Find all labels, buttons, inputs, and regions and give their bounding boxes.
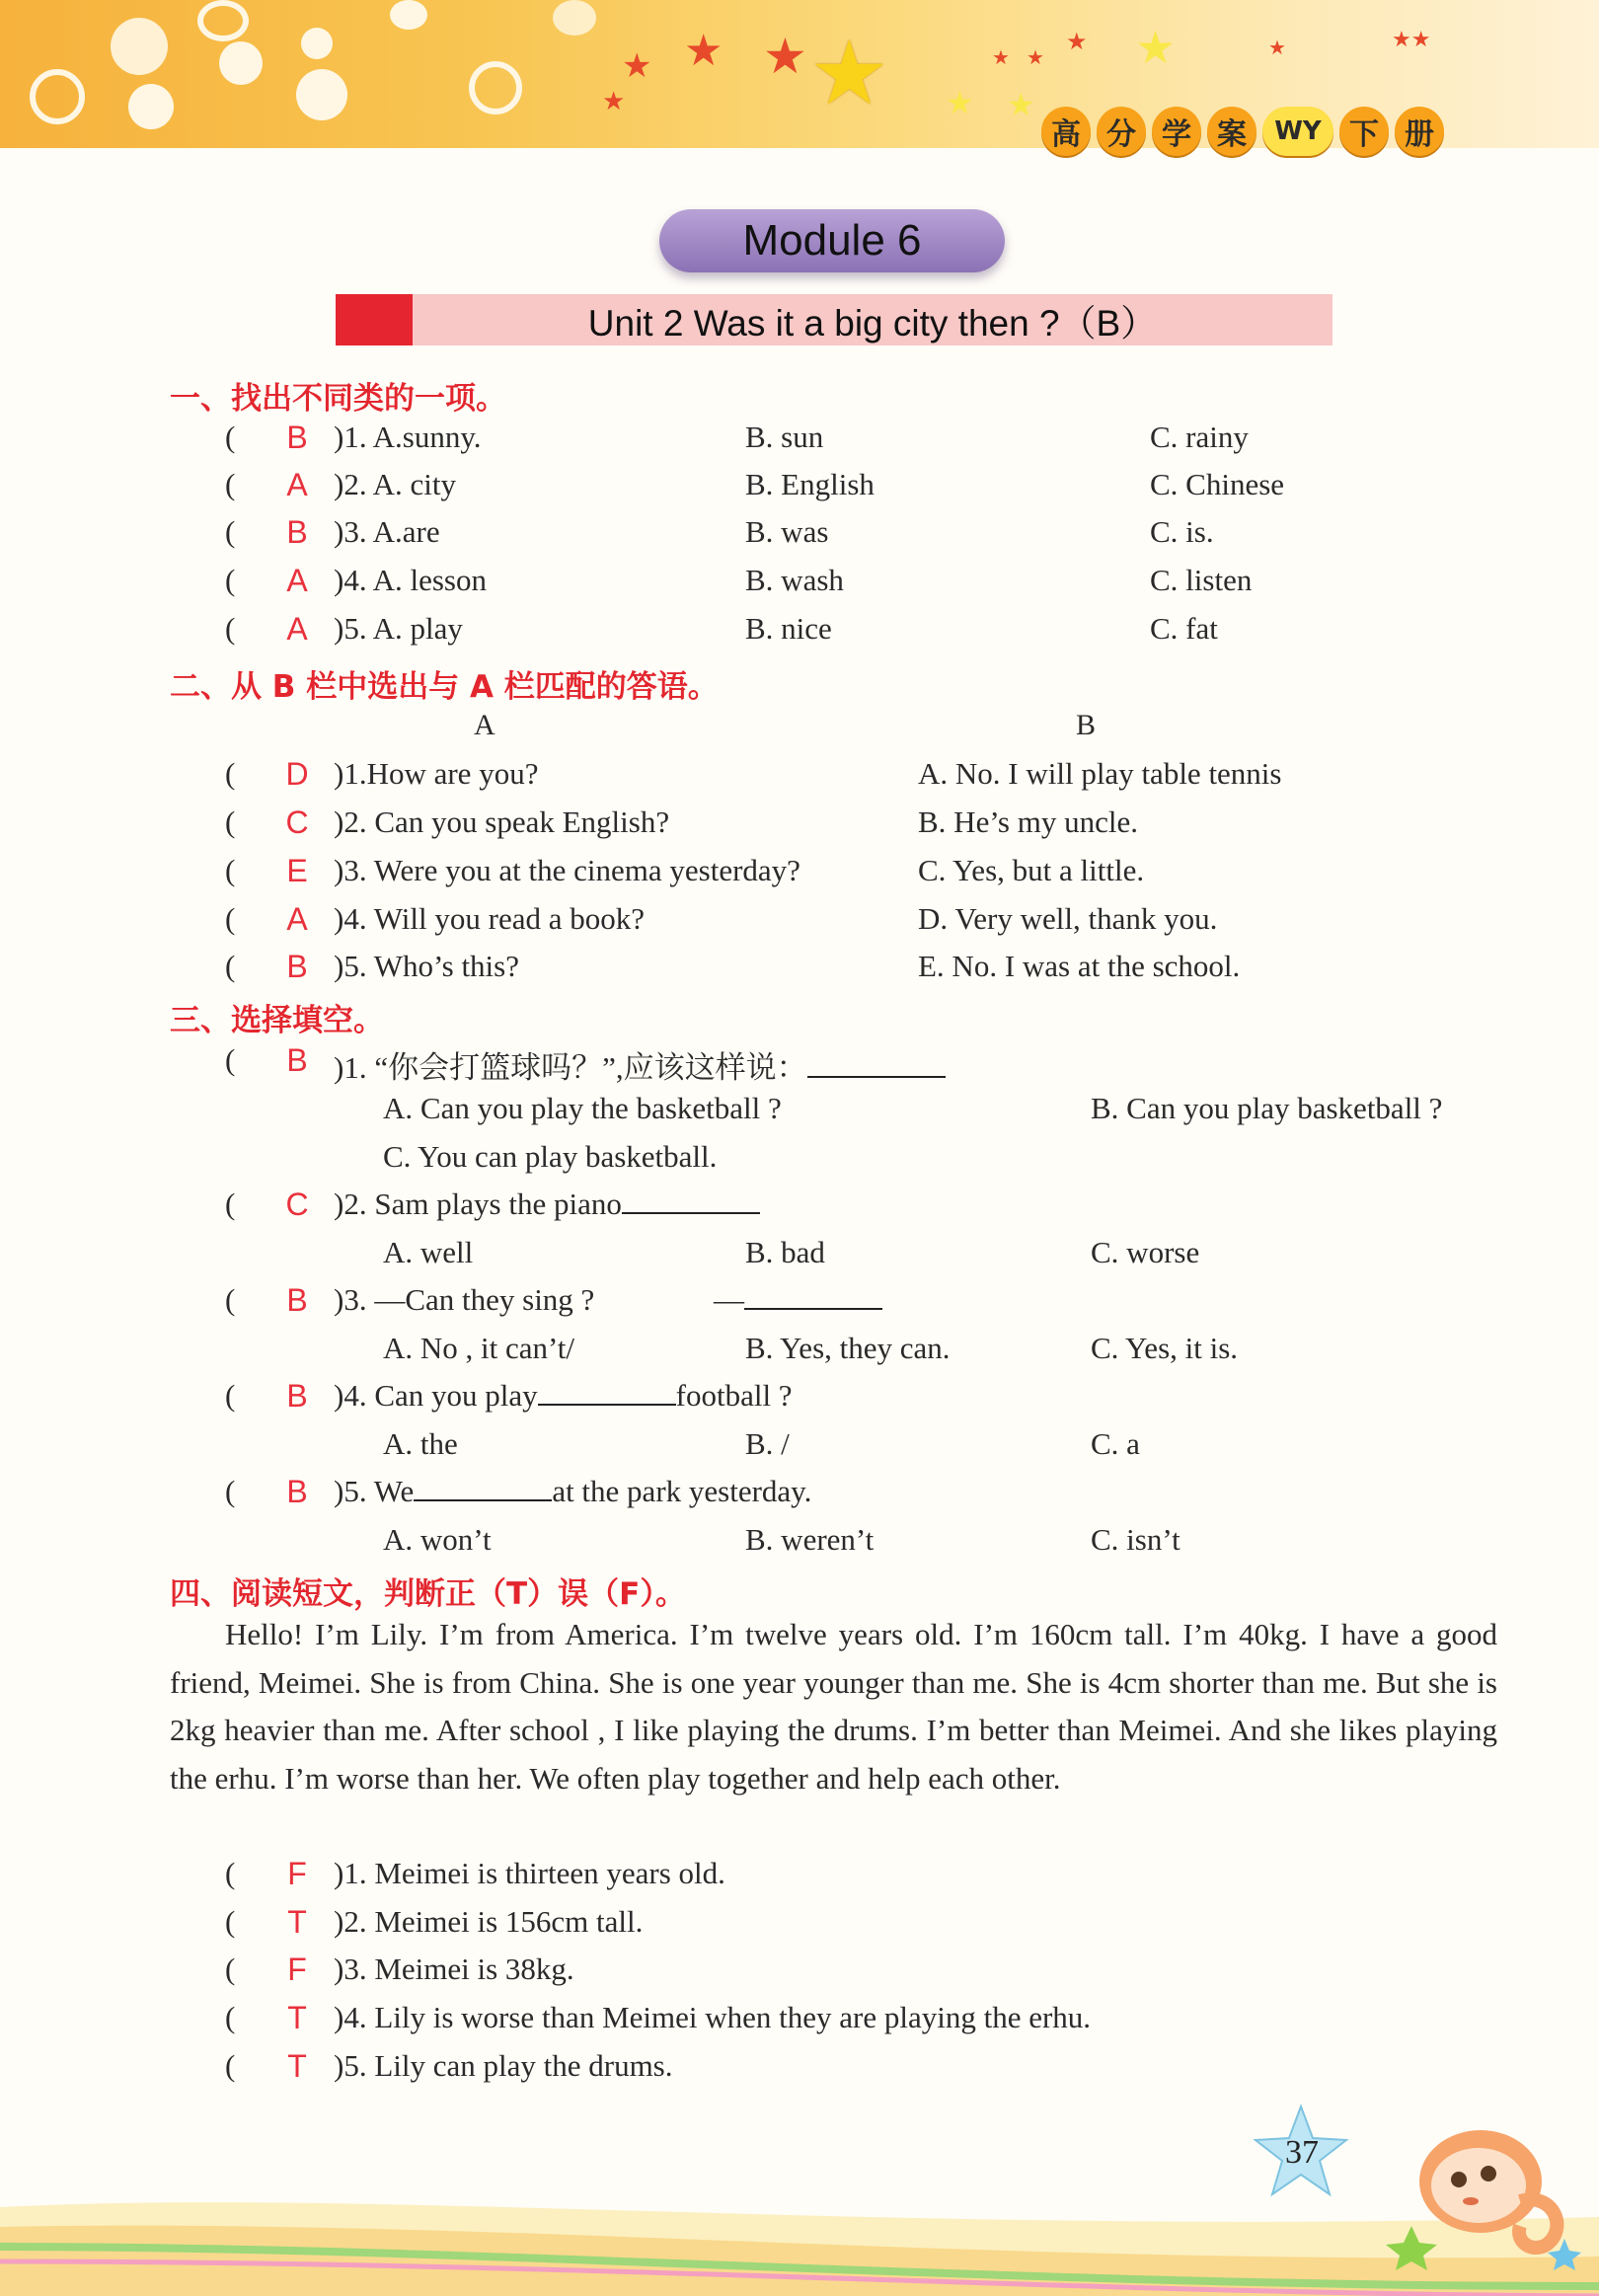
mascot-icon xyxy=(1372,2122,1589,2270)
option-c: C. You can play basketball. xyxy=(383,1139,718,1174)
ring-circle-decoration xyxy=(197,0,249,41)
answer-mark: B xyxy=(286,514,308,550)
response-option: C. Yes, but a little. xyxy=(918,853,1145,887)
option-b: B. sun xyxy=(745,420,824,454)
option-b: B. Can you play basketball ? xyxy=(1091,1091,1443,1125)
big-star-icon: ★ xyxy=(809,22,889,125)
option-b: B. English xyxy=(745,467,875,501)
footer-wave-decoration xyxy=(0,2148,1599,2296)
circle-decoration xyxy=(553,0,596,36)
star-icon: ★ xyxy=(1066,28,1088,55)
question-text: )2. A. city xyxy=(334,467,456,501)
answer-mark: C xyxy=(285,804,309,840)
left-paren: ( xyxy=(225,1042,236,1077)
answer-blank xyxy=(807,1050,946,1078)
statement-text: )5. Lily can play the drums. xyxy=(334,2048,673,2083)
question-tail: at the park yesterday. xyxy=(552,1474,812,1508)
answer-mark: B xyxy=(286,1042,308,1078)
left-paren: ( xyxy=(225,901,236,936)
option-c: C. isn’t xyxy=(1091,1522,1180,1557)
question-stem: )4. Can you play xyxy=(334,1378,538,1413)
circle-decoration xyxy=(296,69,347,120)
left-paren: ( xyxy=(225,2048,236,2083)
answer-mark: B xyxy=(286,1282,308,1318)
option-a: A. well xyxy=(383,1235,474,1269)
question-tail: football ? xyxy=(675,1378,793,1413)
statement-text: )3. Meimei is 38kg. xyxy=(334,1952,574,1986)
option-c: C. Chinese xyxy=(1150,467,1285,501)
question-text xyxy=(334,1186,760,1222)
circle-decoration xyxy=(111,18,168,75)
left-paren: ( xyxy=(225,1952,236,1986)
option-b: B. / xyxy=(745,1426,790,1461)
star-icon: ★ xyxy=(946,84,974,121)
answer-mark: A xyxy=(286,901,308,937)
left-paren: ( xyxy=(225,1282,236,1317)
answer-mark: B xyxy=(286,1378,308,1414)
answer-blank xyxy=(414,1474,552,1501)
option-a: A. won’t xyxy=(383,1522,492,1557)
star-icon: ★ xyxy=(763,28,807,85)
question-text xyxy=(334,1042,946,1087)
option-c: C. Yes, it is. xyxy=(1091,1331,1239,1365)
question-text: )1. A.sunny. xyxy=(334,420,482,454)
answer-mark: B xyxy=(286,420,308,455)
left-paren: ( xyxy=(225,563,236,597)
option-a: A. the xyxy=(383,1426,458,1461)
option-b: B. nice xyxy=(745,611,832,646)
reading-passage xyxy=(170,1611,1497,1802)
ring-circle-decoration xyxy=(469,61,522,115)
left-paren: ( xyxy=(225,420,236,454)
response-option: A. No. I will play table tennis xyxy=(918,756,1282,791)
answer-mark: A xyxy=(286,563,308,598)
star-icon: ★★ xyxy=(1392,28,1431,52)
option-b: B. bad xyxy=(745,1235,825,1269)
question-text: )5. A. play xyxy=(334,611,463,646)
answer-mark: A xyxy=(286,467,308,502)
star-icon: ★ xyxy=(992,45,1010,69)
question-text xyxy=(334,1474,811,1509)
left-paren: ( xyxy=(225,1856,236,1890)
star-icon: ★ xyxy=(1007,86,1035,123)
question-text: )3. A.are xyxy=(334,514,440,549)
book-series-title xyxy=(1041,107,1444,156)
title-char: 高 xyxy=(1041,107,1091,156)
option-c: C. rainy xyxy=(1150,420,1249,454)
option-b: B. weren’t xyxy=(745,1522,875,1557)
left-paren: ( xyxy=(225,2000,236,2034)
left-paren: ( xyxy=(225,1186,236,1221)
option-c: C. a xyxy=(1091,1426,1140,1461)
option-c: C. listen xyxy=(1150,563,1253,597)
column-a-header: A xyxy=(474,709,495,741)
left-paren: ( xyxy=(225,1904,236,1939)
response-option: E. No. I was at the school. xyxy=(918,949,1241,983)
circle-decoration xyxy=(128,84,174,129)
answer-mark: D xyxy=(285,756,309,792)
module-title: Module 6 xyxy=(659,209,1005,272)
response-option: B. He’s my uncle. xyxy=(918,804,1138,839)
left-paren: ( xyxy=(225,756,236,791)
option-c: C. worse xyxy=(1091,1235,1200,1269)
answer-blank xyxy=(622,1186,760,1214)
response-option: D. Very well, thank you. xyxy=(918,901,1218,936)
answer-mark: T xyxy=(287,2000,307,2035)
option-a: A. Can you play the basketball ? xyxy=(383,1091,782,1125)
left-paren: ( xyxy=(225,949,236,983)
title-char: 册 xyxy=(1395,107,1444,156)
answer-mark: C xyxy=(285,1186,309,1222)
answer-blank xyxy=(538,1378,676,1406)
left-paren: ( xyxy=(225,1474,236,1508)
question-text: )5. Who’s this? xyxy=(334,949,519,983)
question-stem: )1. “你会打篮球吗？”,应该这样说： xyxy=(334,1050,807,1085)
star-icon: ★ xyxy=(1268,36,1286,59)
answer-blank xyxy=(744,1282,882,1310)
page-number: 37 xyxy=(1285,2134,1319,2171)
question-text: )3. —Can they sing ? xyxy=(334,1282,595,1317)
reply-blank xyxy=(714,1282,882,1318)
answer-mark: B xyxy=(286,1474,308,1509)
answer-mark: F xyxy=(287,1952,307,1987)
unit-title: Unit 2 Was it a big city then ?（B） xyxy=(587,303,1158,344)
question-stem: )2. Sam plays the piano xyxy=(334,1186,622,1221)
title-char: 学 xyxy=(1152,107,1201,156)
column-b-header: B xyxy=(1076,709,1097,741)
title-char: 下 xyxy=(1339,107,1389,156)
circle-decoration xyxy=(390,0,427,30)
question-text: )1.How are you? xyxy=(334,756,539,791)
left-paren: ( xyxy=(225,853,236,887)
left-paren: ( xyxy=(225,514,236,549)
answer-mark: B xyxy=(286,949,308,984)
section-4-heading: 四、阅读短文，判断正（T）误（F）。 xyxy=(170,1576,686,1612)
option-b: B. wash xyxy=(745,563,844,597)
answer-mark: A xyxy=(286,611,308,647)
reply-dash: — xyxy=(714,1282,744,1317)
option-b: B. Yes, they can. xyxy=(745,1331,951,1365)
ring-circle-decoration xyxy=(30,69,85,124)
answer-mark: T xyxy=(287,1904,307,1940)
unit-bar-accent xyxy=(336,294,413,345)
title-char: 分 xyxy=(1097,107,1146,156)
star-icon: ★ xyxy=(684,26,723,76)
answer-mark: E xyxy=(286,853,308,888)
left-paren: ( xyxy=(225,1378,236,1413)
statement-text: )2. Meimei is 156cm tall. xyxy=(334,1904,644,1939)
star-icon: ★ xyxy=(1027,45,1044,69)
option-a: A. No , it can’t/ xyxy=(383,1331,575,1365)
question-text: )2. Can you speak English? xyxy=(334,804,670,839)
left-paren: ( xyxy=(225,467,236,501)
question-stem: )5. We xyxy=(334,1474,415,1508)
option-c: C. fat xyxy=(1150,611,1218,646)
question-text: )3. Were you at the cinema yesterday? xyxy=(334,853,800,887)
answer-mark: F xyxy=(287,1856,307,1891)
answer-mark: T xyxy=(287,2048,307,2084)
unit-title-bar xyxy=(336,294,1332,345)
option-c: C. is. xyxy=(1150,514,1214,549)
left-paren: ( xyxy=(225,611,236,646)
star-icon: ★ xyxy=(602,87,626,116)
left-paren: ( xyxy=(225,804,236,839)
question-text: )4. A. lesson xyxy=(334,563,487,597)
section-2-heading: 二、从 B 栏中选出与 A 栏匹配的答语。 xyxy=(170,669,719,705)
question-text: )4. Will you read a book? xyxy=(334,901,645,936)
option-b: B. was xyxy=(745,514,829,549)
section-3-heading: 三、选择填空。 xyxy=(170,1003,384,1038)
statement-text: )1. Meimei is thirteen years old. xyxy=(334,1856,725,1890)
passage-text: Hello! I’m Lily. I’m from America. I’m twelve years old. I’m 160cm tall. I’m 40kg. I have a good friend, Meimei. She is from China. She is one year younger than me. She is 4cm shorter than me. But she is 2kg heavier than me. After school , I like playing the drums. I’m better than Meimei. And she likes playing the erhu. I’m worse than her. We often play together and help each other. xyxy=(170,1617,1497,1796)
star-icon: ★ xyxy=(1135,21,1177,74)
section-1-heading: 一、找出不同类的一项。 xyxy=(170,381,506,417)
statement-text: )4. Lily is worse than Meimei when they are playing the erhu. xyxy=(334,2000,1092,2034)
question-text xyxy=(334,1378,793,1414)
circle-decoration xyxy=(219,41,263,85)
circle-decoration xyxy=(301,28,333,59)
star-icon: ★ xyxy=(622,46,652,86)
title-char: 案 xyxy=(1207,107,1256,156)
edition-badge: WY xyxy=(1262,107,1333,156)
